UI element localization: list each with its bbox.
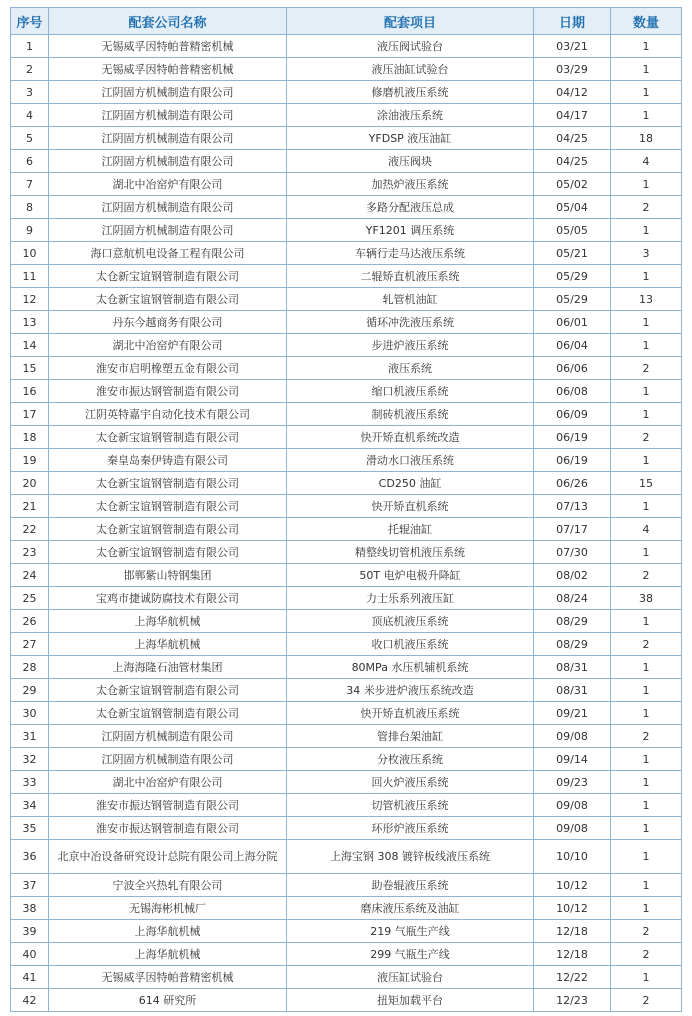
cell-index: 18	[11, 426, 49, 449]
cell-project: 磨床液压系统及油缸	[287, 897, 534, 920]
table-row	[11, 874, 682, 897]
cell-index: 21	[11, 495, 49, 518]
cell-quantity: 1	[611, 817, 682, 840]
cell-date: 09/08	[534, 725, 611, 748]
cell-project: 缩口机液压系统	[287, 380, 534, 403]
table-row	[11, 472, 682, 495]
cell-project: 219 气瓶生产线	[287, 920, 534, 943]
cell-company: 上海华航机械	[49, 920, 287, 943]
cell-quantity: 1	[611, 403, 682, 426]
table-row	[11, 81, 682, 104]
table-row	[11, 311, 682, 334]
table-row	[11, 702, 682, 725]
table-row	[11, 58, 682, 81]
cell-date: 07/30	[534, 541, 611, 564]
header-project: 配套项目	[287, 8, 534, 35]
table-row	[11, 748, 682, 771]
cell-project: 快开矫直机液压系统	[287, 702, 534, 725]
cell-index: 2	[11, 58, 49, 81]
cell-project: 环形炉液压系统	[287, 817, 534, 840]
cell-quantity: 1	[611, 771, 682, 794]
cell-quantity: 1	[611, 794, 682, 817]
cell-company: 江阴固方机械制造有限公司	[49, 748, 287, 771]
cell-date: 06/09	[534, 403, 611, 426]
cell-index: 3	[11, 81, 49, 104]
cell-quantity: 38	[611, 587, 682, 610]
cell-date: 10/12	[534, 897, 611, 920]
cell-quantity: 4	[611, 150, 682, 173]
cell-quantity: 2	[611, 920, 682, 943]
table-row	[11, 173, 682, 196]
table-row	[11, 288, 682, 311]
table-row	[11, 495, 682, 518]
cell-date: 12/22	[534, 966, 611, 989]
cell-company: 邯郸紫山特钢集团	[49, 564, 287, 587]
cell-project: 车辆行走马达液压系统	[287, 242, 534, 265]
cell-quantity: 1	[611, 173, 682, 196]
cell-index: 11	[11, 265, 49, 288]
cell-date: 09/14	[534, 748, 611, 771]
table-row	[11, 897, 682, 920]
cell-date: 09/08	[534, 817, 611, 840]
cell-index: 35	[11, 817, 49, 840]
header-index: 序号	[11, 8, 49, 35]
header-quantity: 数量	[611, 8, 682, 35]
header-date: 日期	[534, 8, 611, 35]
cell-date: 08/31	[534, 656, 611, 679]
cell-project: 精整线切管机液压系统	[287, 541, 534, 564]
cell-quantity: 2	[611, 196, 682, 219]
cell-quantity: 1	[611, 897, 682, 920]
cell-date: 08/31	[534, 679, 611, 702]
cell-quantity: 1	[611, 495, 682, 518]
cell-company: 上海华航机械	[49, 943, 287, 966]
cell-company: 太仓新宝谊钢管制造有限公司	[49, 518, 287, 541]
cell-company: 无锡威孚因特帕普精密机械	[49, 966, 287, 989]
cell-quantity: 1	[611, 702, 682, 725]
cell-quantity: 1	[611, 748, 682, 771]
cell-index: 15	[11, 357, 49, 380]
table-body	[11, 35, 682, 1012]
cell-index: 34	[11, 794, 49, 817]
cell-index: 14	[11, 334, 49, 357]
cell-quantity: 1	[611, 104, 682, 127]
cell-project: 34 米步进炉液压系统改造	[287, 679, 534, 702]
cell-index: 13	[11, 311, 49, 334]
cell-quantity: 1	[611, 311, 682, 334]
cell-project: 托辊油缸	[287, 518, 534, 541]
cell-project: 扭矩加载平台	[287, 989, 534, 1012]
cell-quantity: 1	[611, 449, 682, 472]
cell-project: 修磨机液压系统	[287, 81, 534, 104]
table-row	[11, 989, 682, 1012]
cell-company: 淮安市振达钢管制造有限公司	[49, 380, 287, 403]
cell-date: 12/18	[534, 943, 611, 966]
cell-quantity: 1	[611, 541, 682, 564]
cell-project: 步进炉液压系统	[287, 334, 534, 357]
cell-project: 助卷辊液压系统	[287, 874, 534, 897]
cell-company: 太仓新宝谊钢管制造有限公司	[49, 426, 287, 449]
cell-index: 7	[11, 173, 49, 196]
cell-date: 06/01	[534, 311, 611, 334]
cell-index: 24	[11, 564, 49, 587]
table-row	[11, 610, 682, 633]
cell-index: 12	[11, 288, 49, 311]
cell-company: 江阴固方机械制造有限公司	[49, 81, 287, 104]
cell-date: 04/25	[534, 150, 611, 173]
cell-project: YFDSP 液压油缸	[287, 127, 534, 150]
table-row	[11, 679, 682, 702]
cell-index: 39	[11, 920, 49, 943]
cell-quantity: 1	[611, 380, 682, 403]
cell-project: 顶底机液压系统	[287, 610, 534, 633]
cell-date: 04/25	[534, 127, 611, 150]
cell-quantity: 13	[611, 288, 682, 311]
cell-company: 上海海隆石油管材集团	[49, 656, 287, 679]
cell-company: 淮安市振达钢管制造有限公司	[49, 817, 287, 840]
cell-company: 海口意航机电设备工程有限公司	[49, 242, 287, 265]
table-row	[11, 150, 682, 173]
cell-project: 管排台架油缸	[287, 725, 534, 748]
cell-project: 涂油液压系统	[287, 104, 534, 127]
cell-date: 08/29	[534, 610, 611, 633]
cell-company: 北京中冶设备研究设计总院有限公司上海分院	[49, 840, 287, 874]
cell-index: 5	[11, 127, 49, 150]
cell-index: 40	[11, 943, 49, 966]
cell-date: 05/04	[534, 196, 611, 219]
table-row	[11, 334, 682, 357]
cell-date: 05/29	[534, 265, 611, 288]
cell-project: 加热炉液压系统	[287, 173, 534, 196]
cell-index: 42	[11, 989, 49, 1012]
cell-project: 快开矫直机系统	[287, 495, 534, 518]
cell-project: 二辊矫直机液压系统	[287, 265, 534, 288]
cell-company: 江阴英特嘉宇自动化技术有限公司	[49, 403, 287, 426]
cell-quantity: 2	[611, 564, 682, 587]
cell-date: 09/21	[534, 702, 611, 725]
table-row	[11, 966, 682, 989]
table-row	[11, 242, 682, 265]
cell-project: 液压油缸试验台	[287, 58, 534, 81]
cell-index: 33	[11, 771, 49, 794]
cell-date: 12/18	[534, 920, 611, 943]
table-row	[11, 219, 682, 242]
table-row	[11, 541, 682, 564]
cell-index: 6	[11, 150, 49, 173]
cell-company: 614 研究所	[49, 989, 287, 1012]
cell-project: CD250 油缸	[287, 472, 534, 495]
table-container	[10, 7, 682, 1012]
cell-company: 上海华航机械	[49, 610, 287, 633]
table-row	[11, 817, 682, 840]
cell-quantity: 1	[611, 265, 682, 288]
table-row	[11, 196, 682, 219]
cell-quantity: 1	[611, 35, 682, 58]
cell-index: 9	[11, 219, 49, 242]
cell-date: 05/05	[534, 219, 611, 242]
cell-date: 08/02	[534, 564, 611, 587]
table-row	[11, 725, 682, 748]
cell-date: 04/17	[534, 104, 611, 127]
cell-quantity: 2	[611, 633, 682, 656]
cell-quantity: 2	[611, 989, 682, 1012]
table-row	[11, 587, 682, 610]
cell-company: 宁波全兴热轧有限公司	[49, 874, 287, 897]
cell-quantity: 18	[611, 127, 682, 150]
cell-date: 06/26	[534, 472, 611, 495]
cell-project: 切管机液压系统	[287, 794, 534, 817]
cell-company: 江阴固方机械制造有限公司	[49, 150, 287, 173]
cell-index: 20	[11, 472, 49, 495]
table-row	[11, 265, 682, 288]
table-row	[11, 920, 682, 943]
cell-index: 27	[11, 633, 49, 656]
cell-date: 03/29	[534, 58, 611, 81]
cell-project: YF1201 调压系统	[287, 219, 534, 242]
cell-project: 收口机液压系统	[287, 633, 534, 656]
cell-project: 液压阀试验台	[287, 35, 534, 58]
cell-project: 50T 电炉电极升降缸	[287, 564, 534, 587]
cell-company: 秦皇岛秦伊铸造有限公司	[49, 449, 287, 472]
cell-date: 06/19	[534, 449, 611, 472]
cell-project: 液压阀块	[287, 150, 534, 173]
cell-quantity: 1	[611, 219, 682, 242]
cell-date: 10/10	[534, 840, 611, 874]
cell-company: 太仓新宝谊钢管制造有限公司	[49, 472, 287, 495]
cell-project: 循环冲洗液压系统	[287, 311, 534, 334]
cell-date: 08/24	[534, 587, 611, 610]
table-row	[11, 380, 682, 403]
cell-index: 36	[11, 840, 49, 874]
project-table	[10, 7, 682, 1012]
cell-company: 丹东今越商务有限公司	[49, 311, 287, 334]
cell-date: 06/04	[534, 334, 611, 357]
cell-quantity: 4	[611, 518, 682, 541]
cell-quantity: 1	[611, 656, 682, 679]
cell-company: 江阴固方机械制造有限公司	[49, 127, 287, 150]
cell-project: 快开矫直机系统改造	[287, 426, 534, 449]
cell-index: 10	[11, 242, 49, 265]
cell-index: 16	[11, 380, 49, 403]
cell-date: 06/19	[534, 426, 611, 449]
cell-index: 17	[11, 403, 49, 426]
table-row	[11, 104, 682, 127]
cell-date: 08/29	[534, 633, 611, 656]
cell-date: 04/12	[534, 81, 611, 104]
cell-company: 江阴固方机械制造有限公司	[49, 219, 287, 242]
cell-project: 多路分配液压总成	[287, 196, 534, 219]
cell-quantity: 1	[611, 81, 682, 104]
table-row	[11, 564, 682, 587]
table-row	[11, 449, 682, 472]
table-row	[11, 656, 682, 679]
cell-project: 80MPa 水压机辅机系统	[287, 656, 534, 679]
cell-index: 26	[11, 610, 49, 633]
cell-company: 宝鸡市捷诚防腐技术有限公司	[49, 587, 287, 610]
cell-index: 19	[11, 449, 49, 472]
header-row	[11, 8, 682, 35]
cell-index: 37	[11, 874, 49, 897]
cell-quantity: 1	[611, 610, 682, 633]
cell-company: 太仓新宝谊钢管制造有限公司	[49, 541, 287, 564]
cell-project: 液压系统	[287, 357, 534, 380]
cell-company: 无锡威孚因特帕普精密机械	[49, 58, 287, 81]
cell-company: 太仓新宝谊钢管制造有限公司	[49, 265, 287, 288]
cell-company: 太仓新宝谊钢管制造有限公司	[49, 679, 287, 702]
cell-date: 03/21	[534, 35, 611, 58]
cell-quantity: 2	[611, 426, 682, 449]
cell-company: 江阴固方机械制造有限公司	[49, 196, 287, 219]
cell-index: 30	[11, 702, 49, 725]
cell-project: 制砖机液压系统	[287, 403, 534, 426]
cell-project: 299 气瓶生产线	[287, 943, 534, 966]
table-row	[11, 943, 682, 966]
cell-date: 06/08	[534, 380, 611, 403]
cell-company: 太仓新宝谊钢管制造有限公司	[49, 495, 287, 518]
cell-date: 12/23	[534, 989, 611, 1012]
cell-project: 分枚液压系统	[287, 748, 534, 771]
cell-company: 淮安市启明橡塑五金有限公司	[49, 357, 287, 380]
table-row	[11, 840, 682, 874]
cell-company: 江阴固方机械制造有限公司	[49, 725, 287, 748]
cell-index: 22	[11, 518, 49, 541]
cell-quantity: 15	[611, 472, 682, 495]
cell-quantity: 1	[611, 874, 682, 897]
cell-index: 29	[11, 679, 49, 702]
table-row	[11, 127, 682, 150]
cell-date: 10/12	[534, 874, 611, 897]
cell-date: 05/02	[534, 173, 611, 196]
cell-company: 无锡威孚因特帕普精密机械	[49, 35, 287, 58]
cell-quantity: 1	[611, 840, 682, 874]
cell-project: 回火炉液压系统	[287, 771, 534, 794]
cell-company: 太仓新宝谊钢管制造有限公司	[49, 288, 287, 311]
cell-date: 07/13	[534, 495, 611, 518]
table-row	[11, 633, 682, 656]
cell-date: 07/17	[534, 518, 611, 541]
cell-date: 09/23	[534, 771, 611, 794]
cell-quantity: 3	[611, 242, 682, 265]
table-row	[11, 403, 682, 426]
cell-project: 上海宝钢 308 镀锌板线液压系统	[287, 840, 534, 874]
cell-project: 轧管机油缸	[287, 288, 534, 311]
table-row	[11, 518, 682, 541]
cell-project: 力士乐系列液压缸	[287, 587, 534, 610]
cell-index: 31	[11, 725, 49, 748]
cell-quantity: 2	[611, 357, 682, 380]
header-company: 配套公司名称	[49, 8, 287, 35]
cell-date: 09/08	[534, 794, 611, 817]
cell-quantity: 1	[611, 334, 682, 357]
cell-index: 28	[11, 656, 49, 679]
cell-date: 05/29	[534, 288, 611, 311]
cell-quantity: 1	[611, 966, 682, 989]
cell-company: 湖北中冶窑炉有限公司	[49, 334, 287, 357]
cell-project: 滑动水口液压系统	[287, 449, 534, 472]
table-row	[11, 771, 682, 794]
cell-index: 1	[11, 35, 49, 58]
cell-company: 上海华航机械	[49, 633, 287, 656]
cell-index: 25	[11, 587, 49, 610]
cell-index: 8	[11, 196, 49, 219]
cell-index: 23	[11, 541, 49, 564]
cell-company: 太仓新宝谊钢管制造有限公司	[49, 702, 287, 725]
cell-project: 液压缸试验台	[287, 966, 534, 989]
cell-quantity: 2	[611, 725, 682, 748]
cell-company: 湖北中冶窑炉有限公司	[49, 173, 287, 196]
table-row	[11, 357, 682, 380]
cell-index: 41	[11, 966, 49, 989]
table-row	[11, 35, 682, 58]
table-row	[11, 794, 682, 817]
cell-company: 江阴固方机械制造有限公司	[49, 104, 287, 127]
cell-index: 38	[11, 897, 49, 920]
cell-company: 淮安市振达钢管制造有限公司	[49, 794, 287, 817]
cell-index: 32	[11, 748, 49, 771]
cell-company: 湖北中冶窑炉有限公司	[49, 771, 287, 794]
cell-company: 无锡海彬机械厂	[49, 897, 287, 920]
cell-date: 05/21	[534, 242, 611, 265]
cell-quantity: 1	[611, 58, 682, 81]
cell-index: 4	[11, 104, 49, 127]
cell-quantity: 2	[611, 943, 682, 966]
cell-quantity: 1	[611, 679, 682, 702]
table-row	[11, 426, 682, 449]
cell-date: 06/06	[534, 357, 611, 380]
